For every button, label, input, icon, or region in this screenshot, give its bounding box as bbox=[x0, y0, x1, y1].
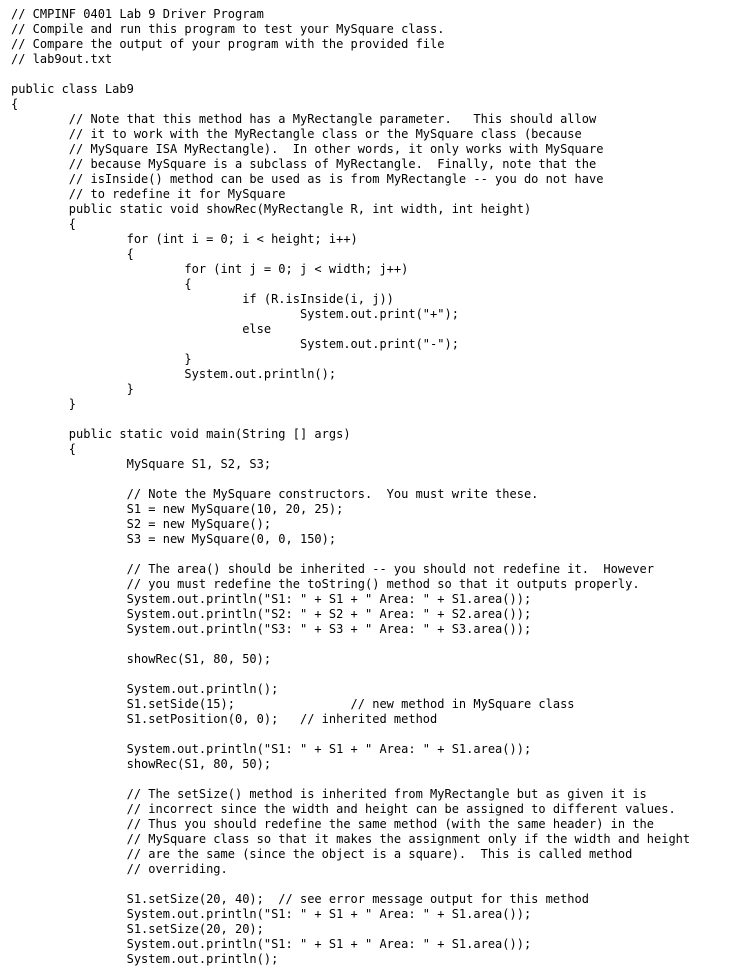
code-line bbox=[11, 772, 690, 787]
code-line: { bbox=[11, 217, 77, 231]
code-line: System.out.println(); bbox=[11, 952, 279, 966]
code-line: // you must redefine the toString() method so that it outputs properly. bbox=[11, 577, 640, 591]
code-line: S1.setSize(20, 20); bbox=[11, 922, 264, 936]
code-line: System.out.println("S1: " + S1 + " Area: " + S1.area()); bbox=[11, 592, 532, 606]
code-line bbox=[11, 472, 690, 487]
code-line: // overriding. bbox=[11, 862, 228, 876]
code-line: public class Lab9 bbox=[11, 82, 134, 96]
code-line: S1.setPosition(0, 0); // inherited method bbox=[11, 712, 438, 726]
code-line: // Thus you should redefine the same method (with the same header) in the bbox=[11, 817, 654, 831]
code-line: } bbox=[11, 397, 77, 411]
code-line: System.out.println(); bbox=[11, 682, 279, 696]
code-line: if (R.isInside(i, j)) bbox=[11, 292, 394, 306]
code-line: MySquare S1, S2, S3; bbox=[11, 457, 272, 471]
code-line: // Compare the output of your program with the provided file bbox=[11, 37, 445, 51]
code-line: System.out.print("-"); bbox=[11, 337, 459, 351]
code-line: } bbox=[11, 352, 192, 366]
code-line: // it to work with the MyRectangle class or the MySquare class (because bbox=[11, 127, 582, 141]
code-line: S1.setSide(15); // new method in MySquare class bbox=[11, 697, 575, 711]
code-line: // isInside() method can be used as is from MyRectangle -- you do not have bbox=[11, 172, 604, 186]
code-line bbox=[11, 412, 690, 427]
code-line: showRec(S1, 80, 50); bbox=[11, 757, 272, 771]
code-line: S1 = new MySquare(10, 20, 25); bbox=[11, 502, 344, 516]
code-line: System.out.println("S1: " + S1 + " Area: " + S1.area()); bbox=[11, 742, 532, 756]
code-line: // are the same (since the object is a square). This is called method bbox=[11, 847, 633, 861]
code-line: System.out.println(); bbox=[11, 367, 337, 381]
code-line: // lab9out.txt bbox=[11, 52, 113, 66]
code-line: // MySquare ISA MyRectangle). In other words, it only works with MySquare bbox=[11, 142, 604, 156]
code-line: public static void showRec(MyRectangle R, int width, int height) bbox=[11, 202, 532, 216]
code-line: } bbox=[11, 382, 134, 396]
code-line: // incorrect since the width and height can be assigned to different values. bbox=[11, 802, 676, 816]
code-line: System.out.println("S1: " + S1 + " Area: " + S1.area()); bbox=[11, 937, 532, 951]
code-line: // Note the MySquare constructors. You must write these. bbox=[11, 487, 539, 501]
code-listing bbox=[11, 7, 690, 967]
code-line: S3 = new MySquare(0, 0, 150); bbox=[11, 532, 337, 546]
code-line: System.out.println("S2: " + S2 + " Area: " + S2.area()); bbox=[11, 607, 532, 621]
code-line bbox=[11, 667, 690, 682]
code-line: S1.setSize(20, 40); // see error message output for this method bbox=[11, 892, 589, 906]
code-line: { bbox=[11, 277, 192, 291]
code-line: { bbox=[11, 247, 134, 261]
code-line: public static void main(String [] args) bbox=[11, 427, 351, 441]
code-line: System.out.println("S3: " + S3 + " Area: " + S3.area()); bbox=[11, 622, 532, 636]
code-line: // because MySquare is a subclass of MyRectangle. Finally, note that the bbox=[11, 157, 597, 171]
code-line: for (int i = 0; i < height; i++) bbox=[11, 232, 358, 246]
code-line bbox=[11, 637, 690, 652]
code-line: showRec(S1, 80, 50); bbox=[11, 652, 272, 666]
code-line: // Note that this method has a MyRectangle parameter. This should allow bbox=[11, 112, 597, 126]
code-line: System.out.println("S1: " + S1 + " Area: " + S1.area()); bbox=[11, 907, 532, 921]
code-line bbox=[11, 877, 690, 892]
code-line: // to redefine it for MySquare bbox=[11, 187, 286, 201]
code-line bbox=[11, 547, 690, 562]
code-line: System.out.print("+"); bbox=[11, 307, 459, 321]
code-line: { bbox=[11, 442, 77, 456]
code-line: // MySquare class so that it makes the assignment only if the width and height bbox=[11, 832, 691, 846]
code-line: { bbox=[11, 97, 19, 111]
code-line: S2 = new MySquare(); bbox=[11, 517, 272, 531]
code-line: // The setSize() method is inherited from MyRectangle but as given it is bbox=[11, 787, 647, 801]
code-line bbox=[11, 727, 690, 742]
code-line: // CMPINF 0401 Lab 9 Driver Program bbox=[11, 7, 264, 21]
code-line: // Compile and run this program to test your MySquare class. bbox=[11, 22, 445, 36]
code-line: // The area() should be inherited -- you should not redefine it. However bbox=[11, 562, 654, 576]
code-line bbox=[11, 67, 690, 82]
code-line: else bbox=[11, 322, 272, 336]
code-line: for (int j = 0; j < width; j++) bbox=[11, 262, 409, 276]
